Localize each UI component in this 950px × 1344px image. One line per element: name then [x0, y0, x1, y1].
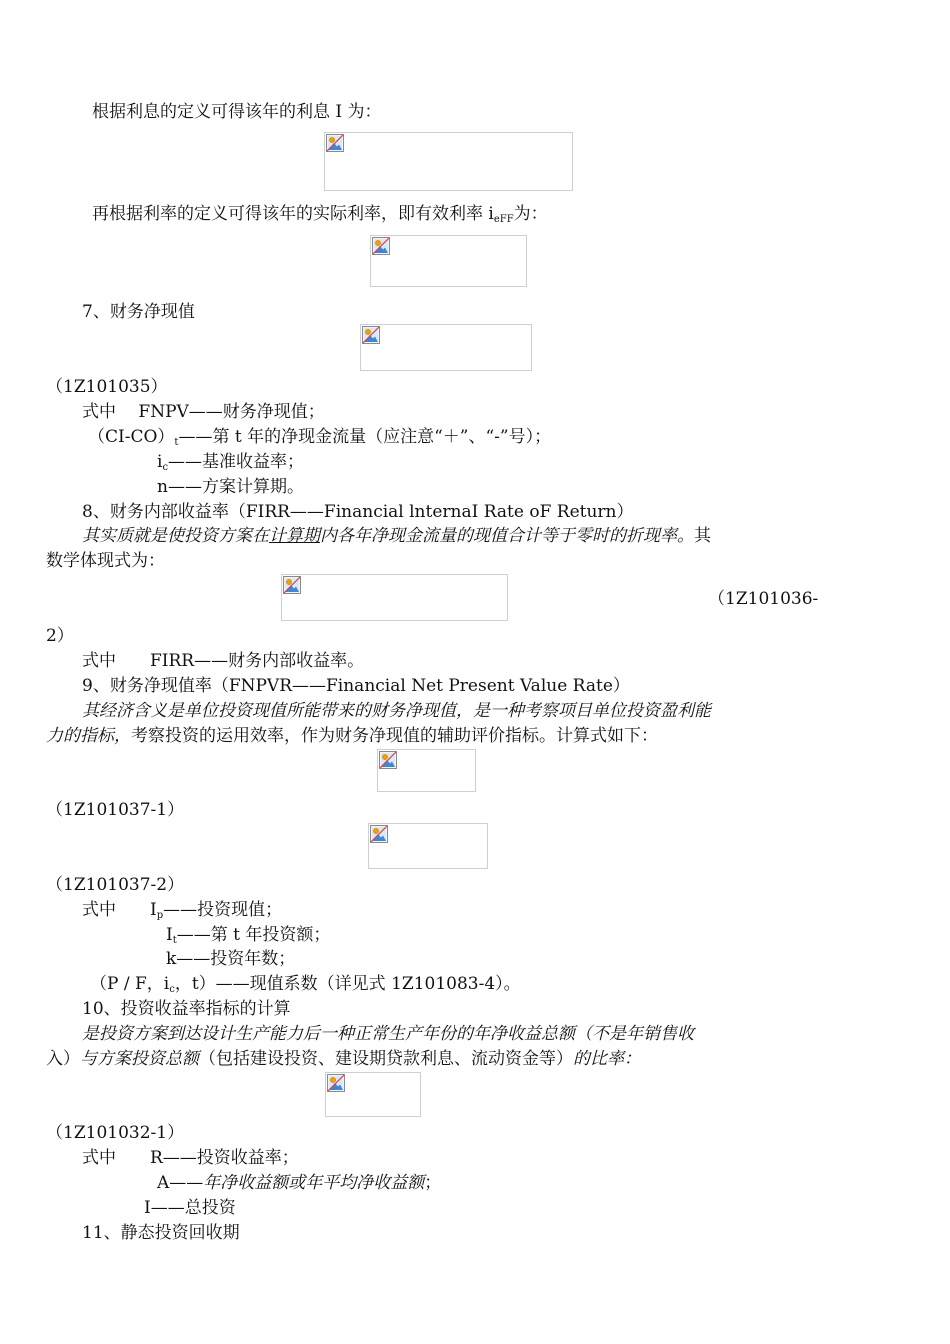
- formula-fnpv-image: [360, 324, 532, 371]
- text-fnpvr-meaning-cont: 力的指标，考察投资的运用效率，作为财务净现值的辅助评价指标。计算式如下：: [46, 726, 658, 746]
- broken-image-icon: [362, 326, 380, 344]
- text-it: $I_t——$第 t 年投资额；: [166, 925, 331, 946]
- equation-number: （1Z101037-1）: [46, 800, 185, 820]
- formula-interest-image: [324, 132, 573, 191]
- broken-image-icon: [379, 751, 397, 769]
- text-effective-rate: 再根据利率的定义可得该年的实际利率，即有效利率 $i_{eFF}$为：: [92, 204, 548, 225]
- formula-roi-image: [325, 1072, 421, 1117]
- text-firr-essence: 其实质就是使投资方案在计算期内各年净现金流量的现值合计等于零时的折现率。其: [82, 526, 711, 546]
- equation-number: （1Z101032-1）: [46, 1123, 185, 1143]
- broken-image-icon: [283, 576, 301, 594]
- text-k: k——投资年数；: [166, 949, 296, 969]
- broken-image-icon: [326, 134, 344, 152]
- text-a: A——年净收益额或年平均净收益额；: [157, 1173, 442, 1193]
- heading-fnpvr: 9、财务净现值率（FNPVR——Financial Net Present Value Rate）: [82, 676, 630, 696]
- heading-firr: 8、财务内部收益率（FIRR——Financial lnternaI Rate oF Return）: [82, 502, 634, 522]
- text-ic: $i_c——$基准收益率；: [157, 452, 305, 473]
- text-i-total: I——总投资: [144, 1198, 236, 1218]
- text-interest-definition: 根据利息的定义可得该年的利息 I 为：: [92, 102, 382, 122]
- text-where-ip: 式中 $I_p——$投资现值；: [82, 900, 283, 921]
- text-n: n——方案计算期。: [157, 477, 304, 497]
- text-where-fnpv: 式中 FNPV——财务净现值；: [82, 402, 325, 422]
- heading-fnpv: 7、财务净现值: [82, 302, 195, 322]
- formula-firr-image: [281, 574, 508, 621]
- formula-effective-rate-image: [370, 235, 527, 287]
- text-math-expression: 数学体现式为：: [46, 551, 165, 571]
- text-pf-factor: （P / F，$i_c$，t）——现值系数（详见式 1Z101083-4）。: [90, 974, 521, 995]
- formula-ip-image: [368, 823, 488, 869]
- heading-roi: 10、投资收益率指标的计算: [82, 999, 291, 1019]
- text-roi-definition-cont: 入）与方案投资总额（包括建设投资、建设期贷款利息、流动资金等）的比率：: [46, 1049, 641, 1069]
- text-where-firr: 式中 FIRR——财务内部收益率。: [82, 651, 365, 671]
- heading-payback: 11、静态投资回收期: [82, 1223, 240, 1243]
- equation-number-cont: 2）: [46, 626, 74, 646]
- text-fnpvr-meaning: 其经济含义是单位投资现值所能带来的财务净现值，是一种考察项目单位投资盈利能: [82, 701, 711, 721]
- equation-number: （1Z101037-2）: [46, 875, 185, 895]
- text-ci-co: $(CI-CO)_t——$第 t 年的净现金流量（应注意“＋”、“-”号）；: [88, 427, 552, 448]
- equation-number: （1Z101035）: [46, 377, 168, 397]
- text-roi-definition: 是投资方案到达设计生产能力后一种正常生产年份的年净收益总额（不是年销售收: [82, 1024, 694, 1044]
- equation-number: （1Z101036-: [708, 589, 819, 609]
- broken-image-icon: [372, 237, 390, 255]
- broken-image-icon: [370, 825, 388, 843]
- text-where-r: 式中 R——投资收益率；: [82, 1148, 299, 1168]
- formula-fnpvr-image: [377, 749, 476, 792]
- broken-image-icon: [327, 1074, 345, 1092]
